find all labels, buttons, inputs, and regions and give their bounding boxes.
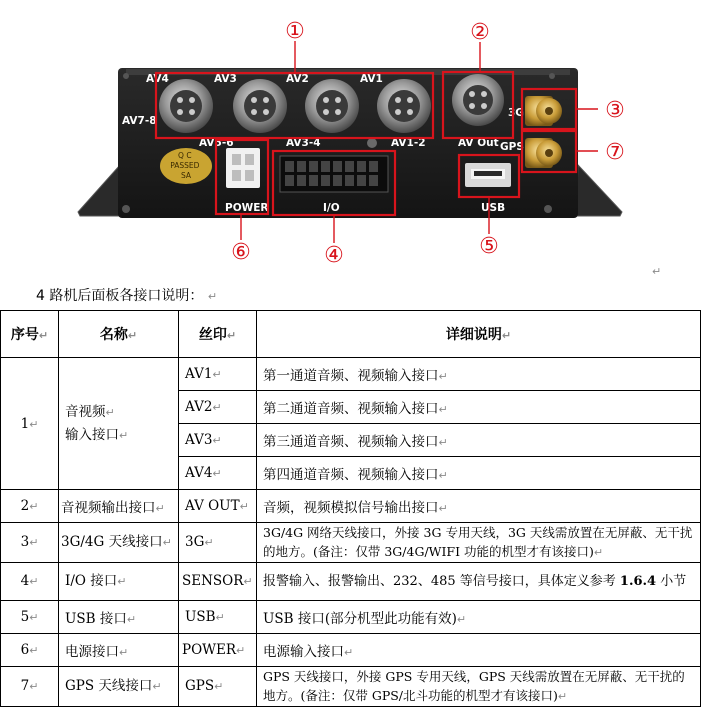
row-silk: SENSOR↵ [179, 563, 257, 601]
row-index: 5↵ [1, 601, 59, 634]
callout-2: ② [470, 20, 490, 45]
table-header-row [1, 311, 701, 358]
row-name: I/O 接口↵ [59, 563, 179, 601]
qc-line-3: SA [180, 171, 192, 180]
callout-3: ③ [605, 98, 625, 123]
callout-4: ④ [324, 243, 344, 268]
row-detail: 音频，视频模拟信号输出接口↵ [257, 490, 701, 523]
row-detail: 第四通道音频、视频输入接口↵ [257, 457, 701, 490]
row-silk: GPS↵ [179, 667, 257, 707]
label-av12: AV1-2 [391, 137, 426, 149]
callout-6: ⑥ [231, 240, 251, 265]
table-row [1, 563, 701, 601]
label-av2: AV2 [286, 73, 309, 85]
label-av34: AV3-4 [286, 137, 321, 149]
header-detail: 详细说明↵ [257, 311, 701, 358]
screw [549, 73, 555, 79]
qc-line-1: Q C [178, 151, 192, 160]
row-name: GPS 天线接口↵ [59, 667, 179, 707]
callout-5: ⑤ [479, 234, 499, 259]
row-name: 音视频↵ 输入接口↵ [59, 358, 179, 490]
gps-sma-connector [525, 138, 562, 168]
row-silk: AV OUT↵ [179, 490, 257, 523]
label-av4: AV4 [146, 73, 169, 85]
header-silk: 丝印↵ [179, 311, 257, 358]
caption [36, 285, 217, 305]
row-silk: POWER↵ [179, 634, 257, 667]
label-gps: GPS [500, 141, 524, 153]
row-index: 1↵ [1, 358, 59, 490]
table-row [1, 490, 701, 523]
row-detail: 报警输入、报警输出、232、485 等信号接口，具体定义参考 1.6.4 小节 [257, 563, 701, 601]
table-row [1, 358, 701, 391]
callout-1: ① [285, 19, 305, 44]
caption-text: 4 路机后面板各接口说明： [36, 288, 204, 304]
row-silk: USB↵ [179, 601, 257, 634]
row-detail: GPS 天线接口，外接 GPS 专用天线，GPS 天线需放置在无屏蔽、无干扰的地方。(备注：仅带 GPS/北斗功能的机型才有该接口)↵ [257, 667, 701, 707]
row-silk: AV3↵ [179, 424, 257, 457]
screw [123, 73, 129, 79]
table-row [1, 523, 701, 563]
label-av56: AV5-6 [199, 137, 234, 149]
table-row [1, 634, 701, 667]
row-index: 3↵ [1, 523, 59, 563]
row-index: 4↵ [1, 563, 59, 601]
row-index: 7↵ [1, 667, 59, 707]
power-connector [226, 148, 260, 188]
av3-connector [233, 79, 287, 133]
label-io: I/O [323, 202, 340, 214]
avout-connector [452, 74, 504, 126]
row-detail: 第一通道音频、视频输入接口↵ [257, 358, 701, 391]
row-name: 音视频输出接口↵ [59, 490, 179, 523]
row-silk: AV4↵ [179, 457, 257, 490]
row-detail: USB 接口(部分机型此功能有效)↵ [257, 601, 701, 634]
screw [122, 205, 130, 213]
usb-port [465, 163, 511, 187]
left-mount-flange [78, 165, 122, 216]
section-reference: 1.6.4 [619, 574, 657, 589]
table-row [1, 601, 701, 634]
row-silk: 3G↵ [179, 523, 257, 563]
label-av3: AV3 [214, 73, 237, 85]
av1-connector [377, 79, 431, 133]
row-silk: AV2↵ [179, 391, 257, 424]
label-avout: AV Out [458, 137, 499, 149]
3g-sma-connector [525, 96, 562, 126]
label-av78: AV7-8 [122, 115, 157, 127]
row-name: USB 接口↵ [59, 601, 179, 634]
qc-line-2: PASSED [170, 161, 200, 170]
right-mount-flange [576, 165, 622, 216]
av2-connector [305, 79, 359, 133]
label-power: POWER [225, 202, 269, 214]
row-detail: 3G/4G 网络天线接口，外接 3G 专用天线，3G 天线需放置在无屏蔽、无干扰的地方。(备注：仅带 3G/4G/WIFI 功能的机型才有该接口)↵ [257, 523, 701, 563]
label-av1: AV1 [360, 73, 383, 85]
header-name: 名称↵ [59, 311, 179, 358]
callout-7: ⑦ [605, 140, 625, 165]
row-detail: 第三通道音频、视频输入接口↵ [257, 424, 701, 457]
row-name: 3G/4G 天线接口↵ [59, 523, 179, 563]
screw [544, 205, 552, 213]
row-index: 6↵ [1, 634, 59, 667]
rear-panel-photo [0, 0, 700, 278]
row-detail: 第二通道音频、视频输入接口↵ [257, 391, 701, 424]
table-row [1, 667, 701, 707]
row-name: 电源接口↵ [59, 634, 179, 667]
header-index: 序号↵ [1, 311, 59, 358]
paragraph-mark: ↵ [652, 265, 662, 278]
qc-passed-sticker [160, 148, 212, 184]
row-silk: AV1↵ [179, 358, 257, 391]
screw [367, 138, 377, 148]
paragraph-mark: ↵ [207, 290, 218, 303]
label-usb: USB [481, 202, 506, 214]
av4-connector [159, 79, 213, 133]
interface-table [0, 310, 701, 707]
io-terminal [280, 156, 388, 192]
row-index: 2↵ [1, 490, 59, 523]
row-detail: 电源输入接口↵ [257, 634, 701, 667]
label-3g: 3G [508, 107, 524, 119]
